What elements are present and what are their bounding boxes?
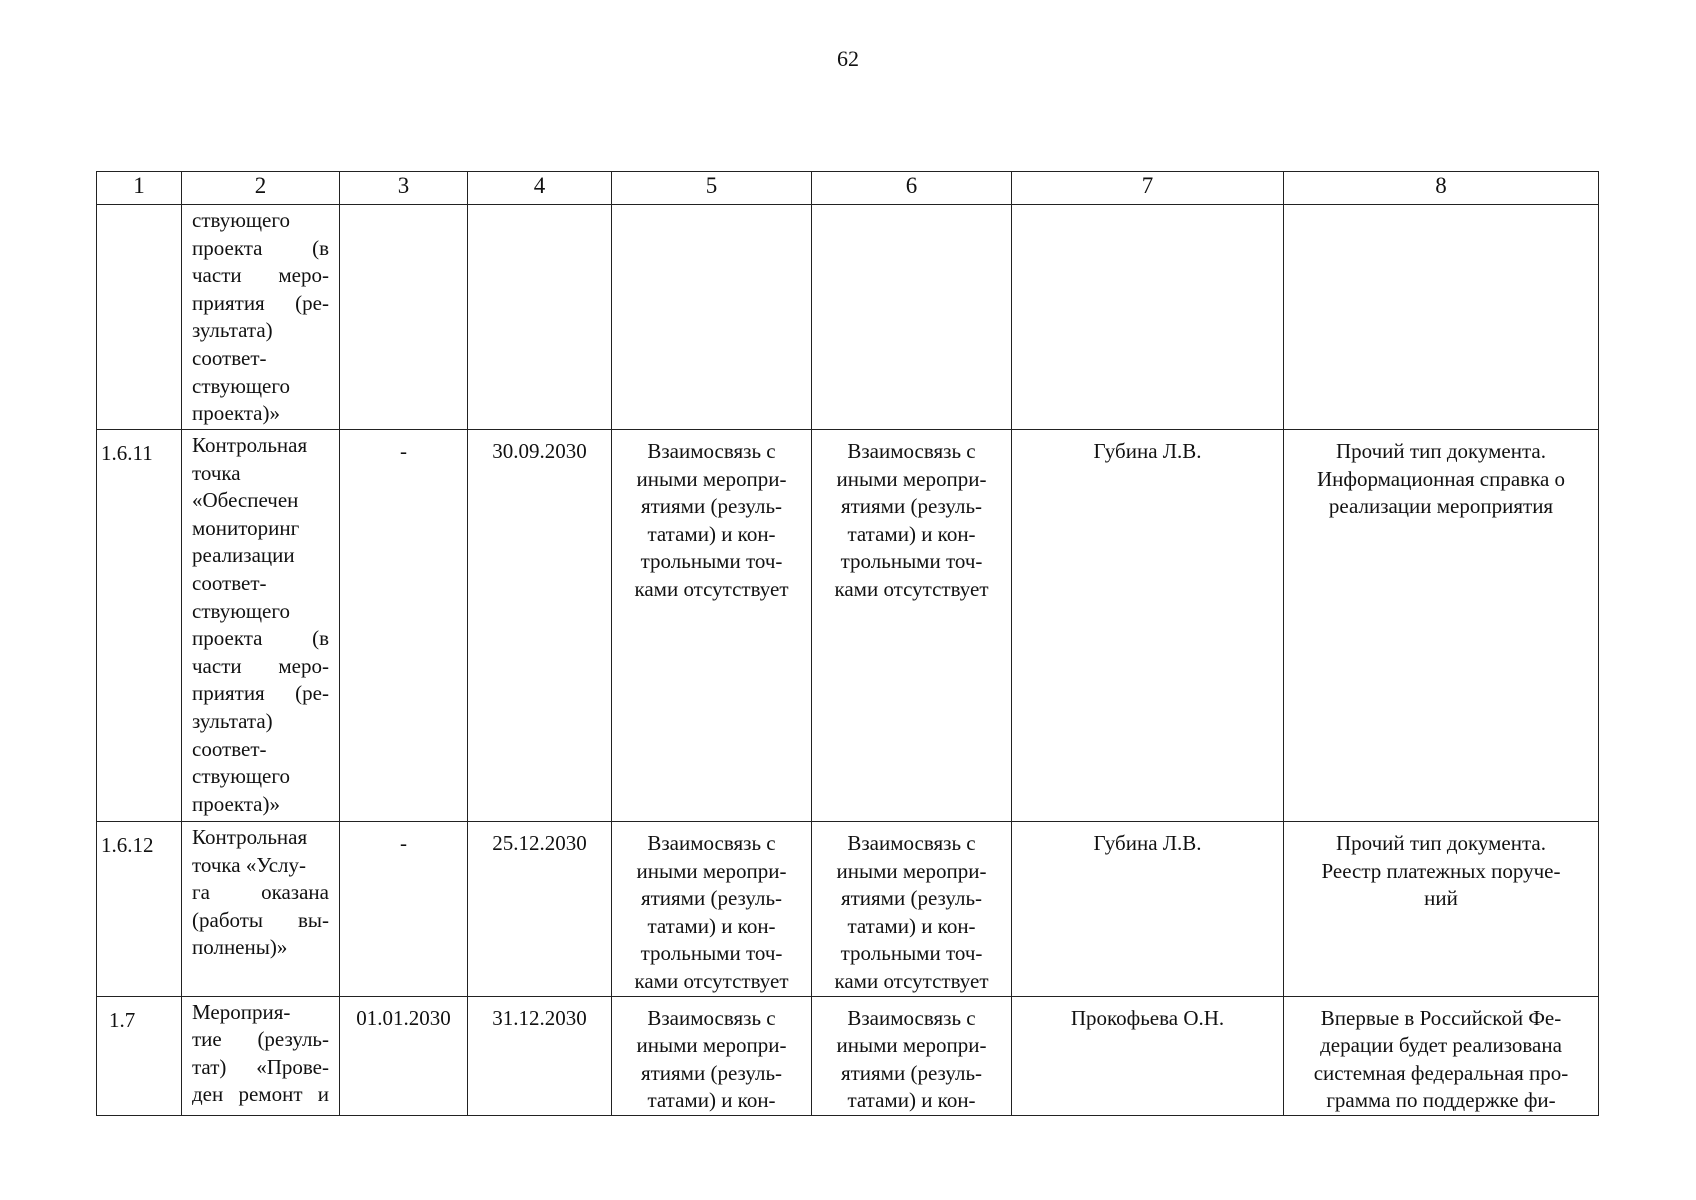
relation-line: татами) и кон- <box>647 913 776 938</box>
name-line: ствующего <box>192 208 290 232</box>
column-header: 4 <box>468 172 612 205</box>
name-line: Контрольная <box>192 825 308 849</box>
end-date <box>468 205 612 430</box>
column-header: 1 <box>97 172 182 205</box>
documents-cell <box>1284 822 1599 997</box>
documents-line: ний <box>1424 886 1458 911</box>
table-row <box>97 996 1599 1115</box>
responsible: Губина Л.В. <box>1012 430 1284 822</box>
row-name <box>182 205 340 430</box>
responsible: Прокофьева О.Н. <box>1012 996 1284 1115</box>
name-line: проекта (в <box>192 235 329 260</box>
relation-line: ятиями (резуль- <box>640 494 783 519</box>
name-line: тат) «Прове- <box>192 1054 329 1079</box>
responsible <box>1012 205 1284 430</box>
relation-cell <box>612 822 812 997</box>
relation-line: ятиями (резуль- <box>840 886 983 911</box>
table-row <box>97 205 1599 430</box>
relation-cell <box>612 996 812 1115</box>
name-line: соответ- <box>192 345 267 370</box>
relation-line: иными меропри- <box>636 858 787 883</box>
documents-line: реализации мероприятия <box>1328 494 1554 519</box>
documents-line: Реестр платежных поруче- <box>1321 858 1561 883</box>
documents-line: Информационная справка о <box>1316 466 1566 491</box>
relation-line: трольными точ- <box>640 549 783 574</box>
relation-line: татами) и кон- <box>647 1088 776 1113</box>
relation-cell <box>812 822 1012 997</box>
name-line: реализации <box>192 543 295 568</box>
relation-line: Взаимосвязь с <box>647 439 776 463</box>
name-line: приятия (ре- <box>192 290 329 315</box>
name-line: ствующего <box>192 764 290 789</box>
relation-line: Взаимосвязь с <box>847 1005 976 1030</box>
column-header: 8 <box>1284 172 1599 205</box>
name-line: точка «Услу- <box>192 852 307 877</box>
name-line: зультата) <box>192 318 273 343</box>
name-line: ствующего <box>192 373 290 398</box>
column-header: 3 <box>340 172 468 205</box>
column-header: 2 <box>182 172 340 205</box>
name-line: «Обеспечен <box>192 488 299 513</box>
row-name <box>182 430 340 822</box>
column-header: 7 <box>1012 172 1284 205</box>
start-date: - <box>340 430 468 822</box>
name-line: тие (резуль- <box>192 1027 329 1052</box>
responsible: Губина Л.В. <box>1012 822 1284 997</box>
name-line: приятия (ре- <box>192 681 329 706</box>
name-line: соответ- <box>192 570 267 595</box>
end-date: 31.12.2030 <box>468 996 612 1115</box>
relation-line: ятиями (резуль- <box>640 1060 783 1085</box>
relation-line: Взаимосвязь с <box>647 1005 776 1030</box>
relation-line: Взаимосвязь с <box>847 831 976 855</box>
name-line: Мероприя- <box>192 999 291 1024</box>
relation-line: иными меропри- <box>836 1033 987 1058</box>
documents-line: системная федеральная про- <box>1313 1060 1569 1085</box>
relation-line: иными меропри- <box>836 858 987 883</box>
relation-line: Взаимосвязь с <box>647 831 776 855</box>
name-line: зультата) <box>192 708 273 733</box>
documents-line: дерации будет реализована <box>1320 1033 1562 1058</box>
name-line: проекта (в <box>192 626 329 651</box>
name-line: проекта)» <box>192 401 280 426</box>
relation-line: трольными точ- <box>840 549 983 574</box>
end-date: 30.09.2030 <box>468 430 612 822</box>
name-line: Контрольная <box>192 433 308 457</box>
relation-line: татами) и кон- <box>847 913 976 938</box>
activities-table <box>96 171 1599 1116</box>
relation-line: ятиями (резуль- <box>840 1060 983 1085</box>
start-date <box>340 205 468 430</box>
relation-cell <box>812 205 1012 430</box>
table-row <box>97 822 1599 997</box>
name-line: точка <box>192 460 241 485</box>
name-line: га оказана <box>192 880 329 905</box>
documents-line: Прочий тип документа. <box>1336 831 1546 855</box>
table-row <box>97 430 1599 822</box>
documents-cell <box>1284 205 1599 430</box>
end-date: 25.12.2030 <box>468 822 612 997</box>
relation-line: татами) и кон- <box>647 521 776 546</box>
name-line: части меро- <box>192 263 329 288</box>
documents-line: грамма по поддержке фи- <box>1326 1088 1556 1113</box>
relation-line: ками отсутствует <box>634 968 789 993</box>
documents-line: Впервые в Российской Фе- <box>1320 1005 1562 1030</box>
row-name <box>182 996 340 1115</box>
start-date: - <box>340 822 468 997</box>
relation-line: иными меропри- <box>836 466 987 491</box>
relation-line: трольными точ- <box>840 941 983 966</box>
relation-line: ками отсутствует <box>634 576 789 601</box>
name-line: ствующего <box>192 598 290 623</box>
relation-cell <box>812 430 1012 822</box>
relation-line: иными меропри- <box>636 1033 787 1058</box>
row-number: 1.7 <box>97 996 182 1115</box>
name-line: мониторинг <box>192 515 300 540</box>
page-number: 62 <box>837 46 859 71</box>
name-line: части меро- <box>192 653 329 678</box>
documents-cell <box>1284 996 1599 1115</box>
column-header: 6 <box>812 172 1012 205</box>
table-header-row <box>97 172 1599 205</box>
name-line: ден ремонт и <box>192 1082 329 1107</box>
name-line: соответ- <box>192 736 267 761</box>
relation-line: иными меропри- <box>636 466 787 491</box>
relation-line: трольными точ- <box>640 941 783 966</box>
relation-line: татами) и кон- <box>847 1088 976 1113</box>
relation-line: ятиями (резуль- <box>840 494 983 519</box>
relation-cell <box>812 996 1012 1115</box>
relation-cell <box>612 430 812 822</box>
row-name <box>182 822 340 997</box>
name-line: проекта)» <box>192 791 280 816</box>
start-date: 01.01.2030 <box>340 996 468 1115</box>
relation-line: ятиями (резуль- <box>640 886 783 911</box>
name-line: полнены)» <box>192 935 288 960</box>
relation-line: татами) и кон- <box>847 521 976 546</box>
column-header: 5 <box>612 172 812 205</box>
row-number: 1.6.12 <box>97 822 182 997</box>
documents-line: Прочий тип документа. <box>1336 439 1546 463</box>
relation-line: ками отсутствует <box>834 968 989 993</box>
name-line: (работы вы- <box>192 907 329 932</box>
row-number <box>97 205 182 430</box>
relation-line: Взаимосвязь с <box>847 439 976 463</box>
documents-cell <box>1284 430 1599 822</box>
row-number: 1.6.11 <box>97 430 182 822</box>
relation-cell <box>612 205 812 430</box>
relation-line: ками отсутствует <box>834 576 989 601</box>
